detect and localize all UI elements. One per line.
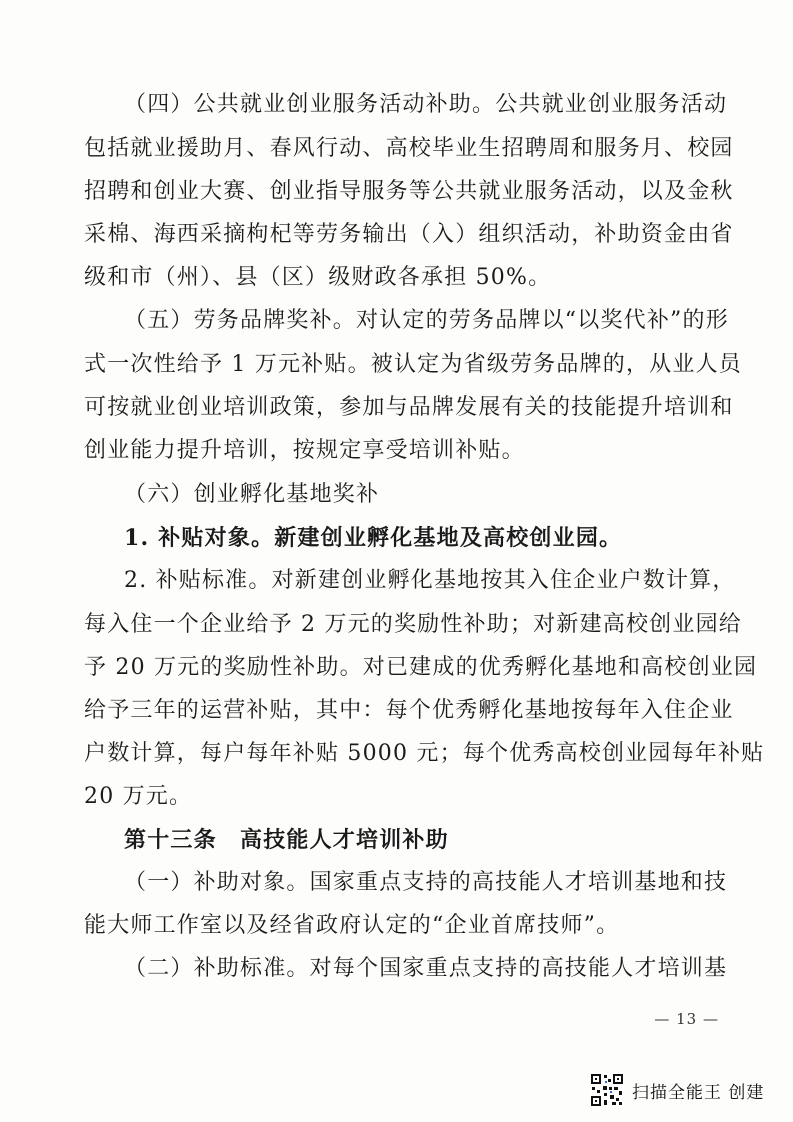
subsidy-standard-line-6: 20 万元。 <box>84 784 193 809</box>
subsidy-standard-line-5: 户数计算，每户每年补贴 5000 元；每个优秀高校创业园每年补贴 <box>84 741 765 766</box>
subsidy-standard-line-4: 给予三年的运营补贴，其中：每个优秀孵化基地按每年入住企业 <box>84 698 734 723</box>
paragraph-4-line-3: 招聘和创业大赛、创业指导服务等公共就业服务活动，以及金秋 <box>84 179 734 204</box>
scanner-watermark <box>590 1073 764 1107</box>
article-13-target-line-2: 能大师工作室以及经省政府认定的“企业首席技师”。 <box>84 913 620 938</box>
page-number: — 13 — <box>654 1010 719 1028</box>
scanner-watermark-text: 扫描全能王 创建 <box>632 1082 765 1103</box>
subsidy-standard-line-3: 予 20 万元的奖励性补助。对已建成的优秀孵化基地和高校创业园 <box>84 655 758 680</box>
subsidy-target-line: 1. 补贴对象。新建创业孵化基地及高校创业园。 <box>124 525 623 551</box>
paragraph-4-line-1: （四）公共就业创业服务活动补助。公共就业创业服务活动 <box>124 92 728 117</box>
article-13-heading: 第十三条 高技能人才培训补助 <box>124 827 449 853</box>
qr-code-icon <box>590 1073 624 1107</box>
article-13-target-line-1: （一）补助对象。国家重点支持的高技能人才培训基地和技 <box>124 870 728 895</box>
paragraph-4-line-4: 采棉、海西采摘枸杞等劳务输出（入）组织活动，补助资金由省 <box>84 222 734 247</box>
paragraph-5-line-4: 创业能力提升培训，按规定享受培训补贴。 <box>84 438 525 463</box>
paragraph-5-line-2: 式一次性给予 1 万元补贴。被认定为省级劳务品牌的，从业人员 <box>84 352 742 377</box>
paragraph-5-line-3: 可按就业创业培训政策，参加与品牌发展有关的技能提升培训和 <box>84 395 734 420</box>
paragraph-4-line-2: 包括就业援助月、春风行动、高校毕业生招聘周和服务月、校园 <box>84 136 734 161</box>
paragraph-4-line-5: 级和市（州）、县（区）级财政各承担 50%。 <box>84 265 552 290</box>
subsidy-standard-line-2: 每入住一个企业给予 2 万元的奖励性补助；对新建高校创业园给 <box>84 612 742 637</box>
subsidy-standard-line-1: 2. 补贴标准。对新建创业孵化基地按其入住企业户数计算， <box>124 568 736 593</box>
paragraph-5-line-1: （五）劳务品牌奖补。对认定的劳务品牌以“以奖代补”的形 <box>124 308 729 333</box>
section-6-heading: （六）创业孵化基地奖补 <box>124 482 380 507</box>
article-13-standard-line-1: （二）补助标准。对每个国家重点支持的高技能人才培训基 <box>124 956 728 981</box>
